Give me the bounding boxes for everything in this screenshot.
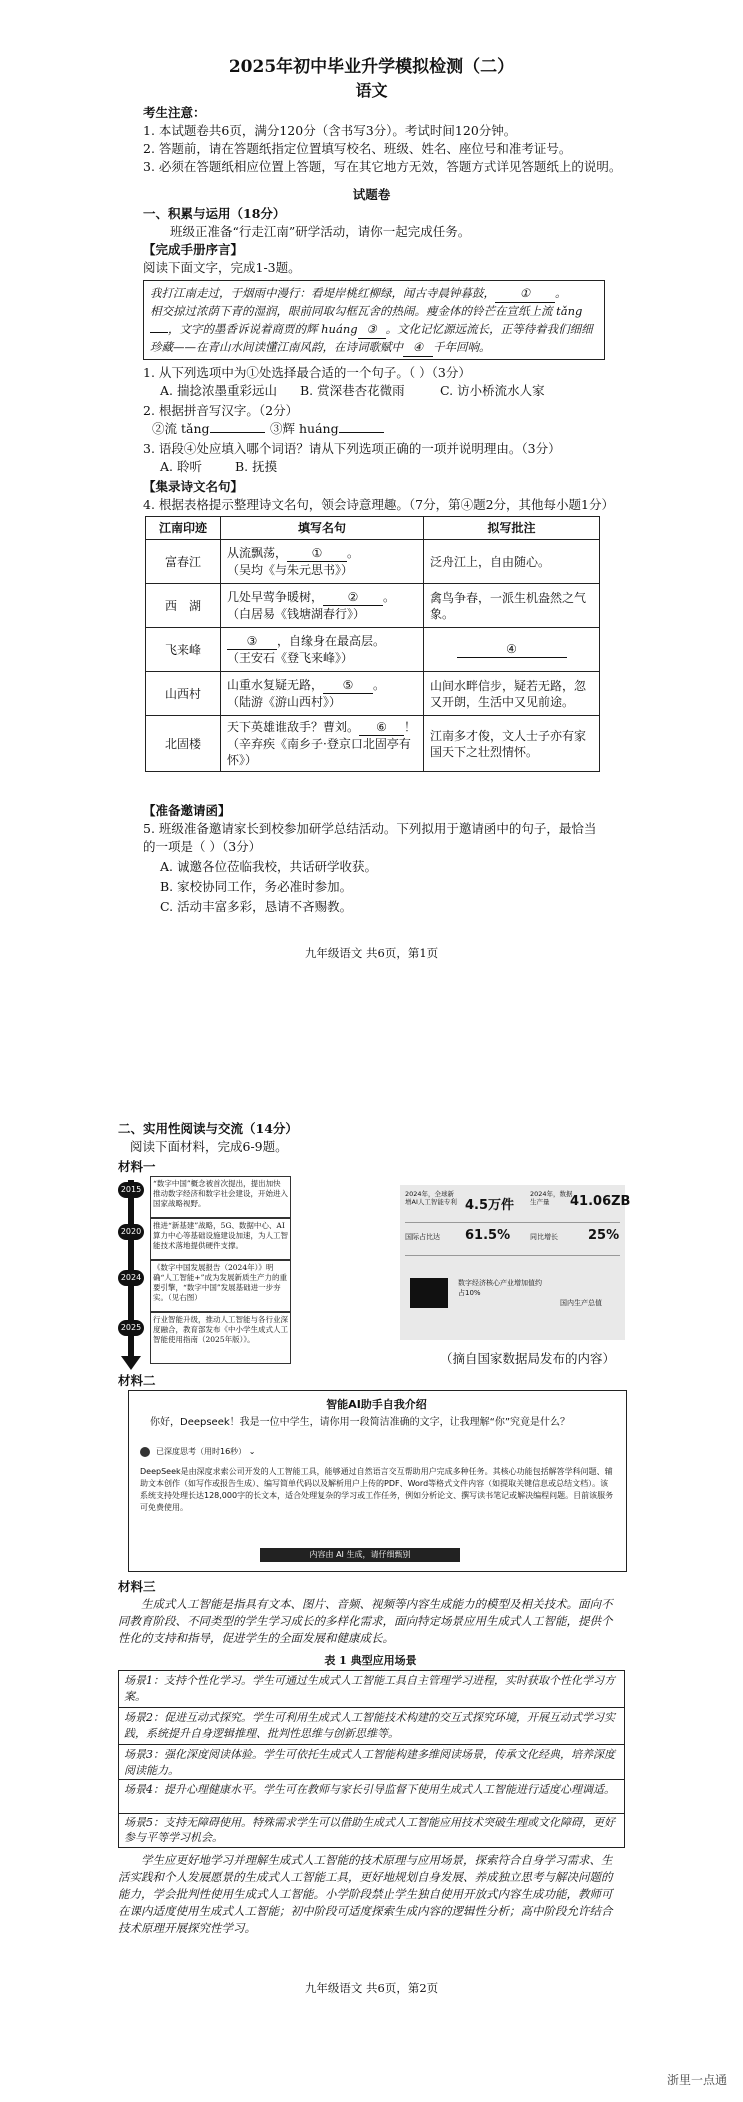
timeline-year: 2020 <box>118 1224 144 1240</box>
scene-table-title: 表 1 典型应用场景 <box>324 1654 417 1667</box>
stat-label: 2024年，数据生产量 <box>530 1190 573 1206</box>
passage-line-2: 相交掠过浓荫下青的湿润，眼前同取勾框瓦舍的热闹。瘦金体的铃芒在宣纸上流 tǎng <box>150 304 583 318</box>
stat-label: 同比增长 <box>530 1233 558 1241</box>
exam-title: 2025年初中毕业升学模拟检测（二） <box>228 57 515 77</box>
passage-text-4: 千年回响。 <box>433 340 491 354</box>
table-row: 场景3：强化深度阅读体验。学生可依托生成式人工智能构建多维阅读场景，传承文化经典，培养深度阅读能力。 <box>124 1748 615 1777</box>
section-2-read: 阅读下面材料，完成6-9题。 <box>130 1139 288 1154</box>
watermark-text: 浙里一点通 <box>666 2073 727 2087</box>
timeline-item: 行业智能升级，推动人工智能与各行业深度融合，教育部发布《中小学生成式人工智能使用指南（2025年版）》。 <box>150 1312 291 1364</box>
dark-block <box>410 1278 448 1308</box>
notice-head: 考生注意： <box>143 105 206 120</box>
section-1-intro: 班级正准备“行走江南”研学活动，请你一起完成任务。 <box>170 224 471 239</box>
q2-item-a: ②流 tǎng <box>152 420 265 438</box>
ai-disclaimer-banner: 内容由 AI 生成，请仔细甄别 <box>260 1548 460 1562</box>
q1-option-a: A. 揣捻浓墨重彩远山 <box>160 383 277 398</box>
ai-intro-title: 智能AI助手自我介绍 <box>326 1398 427 1411</box>
stat-label: 2024年，全球新增AI人工智能专利 <box>405 1190 457 1206</box>
stat-value: 41.06ZB <box>570 1194 631 1209</box>
material-2-label: 材料二 <box>118 1373 156 1388</box>
exam-page-2 <box>0 1110 743 2102</box>
passage-line-4 <box>150 338 605 357</box>
table-row: 场景5：支持无障碍使用。特殊需求学生可以借助生成式人工智能应用技术突破生理或文化障碍，更好参与平等学习机会。 <box>124 1816 615 1844</box>
q2-item-b: ③辉 huáng <box>270 420 384 438</box>
task-2-title: 【集录诗文名句】 <box>143 479 244 494</box>
page-1-footer: 九年级语文 共6页，第1页 <box>304 946 439 960</box>
question-4: 4. 根据表格提示整理诗文名句，领会诗意理趣。（7分，第④题2分，其他每小题1分） <box>143 497 615 512</box>
stat-value: 4.5万件 <box>465 1198 515 1213</box>
passage-text-3: 珍藏——在青山水间读懂江南风韵，在诗词歌赋中 <box>150 340 403 354</box>
q1-option-b: B. 赏深巷杏花微雨 <box>300 383 405 398</box>
table-row: 场景4：提升心理健康水平。学生可在教师与家长引导监督下使用生成式人工智能进行适度心理调适。 <box>124 1783 615 1796</box>
question-3: 3. 语段④处应填入哪个词语？请从下列选项正确的一项并说明理由。（3分） <box>143 441 561 456</box>
ai-thinking-row: 已深度思考（用时16秒） ⌄ <box>140 1446 255 1457</box>
passage-line-3 <box>150 320 605 339</box>
stat-note: 国内生产总值 <box>560 1299 602 1307</box>
passage-text-1: 我打江南走过，于烟雨中漫行：看堤岸桃红柳绿，闻古寺晨钟暮鼓， <box>150 286 495 300</box>
subject-title: 语文 <box>355 81 388 100</box>
chevron-down-icon[interactable]: ⌄ <box>248 1447 256 1456</box>
stats-divider <box>405 1255 620 1256</box>
exam-page-1 <box>0 0 743 1015</box>
notice-3: 3. 必须在答题纸相应位置上答题，写在其它地方无效，答题方式详见答题纸上的说明。 <box>143 159 622 174</box>
timeline-item: 推进“新基建”战略，5G、数据中心、AI算力中心等基础设施建设加速，为人工智能技术落地提供硬件支撑。 <box>150 1218 291 1260</box>
ai-answer: DeepSeek是由深度求索公司开发的人工智能工具，能够通过自然语言交互帮助用户完成多种任务。其核心功能包括解答学科问题、辅助文本创作（如写作或报告生成）、编写简单代码以及解析用户上传的PDF、Word等格式文件内容（如提取关键信息或总结文档）。该系统支持处理长达128,000字的长文本，适合处理复杂的学习或工作任务，例如分析论文、撰写读书笔记或解决编程问题。目前该服务可免费使用。 <box>140 1467 614 1512</box>
table-row: 山西村 山重水复疑无路， ⑤ 。 （陆游《游山西村》） 山间水畔信步，疑若无路，忽又开朗，生活中又见前途。 <box>146 672 600 716</box>
question-1: 1. 从下列选项中为①处选择最合适的一个句子。（ ）（3分） <box>143 365 471 380</box>
q5-option-b: B. 家校协同工作，务必准时参加。 <box>160 879 353 894</box>
stat-value: 61.5% <box>465 1228 511 1243</box>
source-note: （摘自国家数据局发布的内容） <box>440 1351 616 1366</box>
passage-text-2c: 。文化记忆源远流长，正等待着我们细细 <box>385 322 593 336</box>
page-gap <box>0 1015 743 1110</box>
blank-4: ④ <box>403 338 433 357</box>
deepseek-logo-icon <box>140 1447 150 1457</box>
q1-option-c: C. 访小桥流水人家 <box>440 383 545 398</box>
q3-option-a: A. 聆听 <box>160 459 202 474</box>
section-1-title: 一、积累与运用（18分） <box>143 206 286 221</box>
notice-2: 2. 答题前，请在答题纸指定位置填写校名、班级、姓名、座位号和准考证号。 <box>143 141 572 156</box>
table-row: 场景1：支持个性化学习。学生可通过生成式人工智能工具自主管理学习进程，实时获取个性化学习方案。 <box>124 1674 615 1703</box>
timeline-year: 2015 <box>118 1182 144 1198</box>
poem-table <box>145 516 600 772</box>
material-3-label: 材料三 <box>118 1579 156 1594</box>
q5-option-a: A. 诚邀各位莅临我校，共话研学收获。 <box>160 859 377 874</box>
material-3-intro: 生成式人工智能是指具有文本、图片、音频、视频等内容生成能力的模型及相关技术。面向不同教育阶段、不同类型的学生学习成长的多样化需求，面向特定场景应用生成式人工智能，提供个性化的支持和指导，促进学生的全面发展和健康成长。 <box>118 1597 613 1645</box>
read-instruction: 阅读下面文字，完成1-3题。 <box>143 260 301 275</box>
section-2-title: 二、实用性阅读与交流（14分） <box>118 1121 298 1136</box>
q5-option-c: C. 活动丰富多彩，恳请不吝赐教。 <box>160 899 353 914</box>
material-1-label: 材料一 <box>118 1159 156 1174</box>
timeline-arrow-icon <box>121 1356 141 1370</box>
timeline-item: 《数字中国发展报告（2024年）》明确“人工智能+”成为发展新质生产力的重要引擎，“数字中国”发展基础进一步夯实。（见右图） <box>150 1260 291 1312</box>
notice-1: 1. 本试题卷共6页，满分120分（含书写3分）。考试时间120分钟。 <box>143 123 517 138</box>
ai-question: 你好，Deepseek！我是一位中学生，请你用一段简洁准确的文字，让我理解“你”究竟是什么？ <box>150 1417 571 1428</box>
task-1-title: 【完成手册序言】 <box>143 242 244 257</box>
blank-1: ① <box>495 284 555 303</box>
page-2-footer: 九年级语文 共6页，第2页 <box>304 1981 439 1995</box>
blank-3: ③ <box>358 320 386 339</box>
stat-label: 国际占比达 <box>405 1233 440 1241</box>
table-row: 北固楼 天下英雄谁敌手？曹刘。 ⑥ ！ （辛弃疾《南乡子·登京口北固亭有怀》） 江南多才俊，文人士子亦有家国天下之壮烈情怀。 <box>146 716 600 772</box>
poem-table-header: 江南印迹 填写名句 拟写批注 <box>146 517 600 540</box>
stats-divider <box>405 1222 620 1223</box>
timeline-year: 2025 <box>118 1320 144 1336</box>
passage-line-1: 我打江南走过，于烟雨中漫行：看堤岸桃红柳绿，闻古寺晨钟暮鼓， ① 。 <box>150 284 600 303</box>
juan-title: 试题卷 <box>352 187 391 202</box>
task-3-title: 【准备邀请函】 <box>143 803 231 818</box>
question-5: 5. 班级准备邀请家长到校参加研学总结活动。下列拟用于邀请函中的句子，最恰当的一项是（ ）（3分） <box>143 821 597 854</box>
passage-text-2b: ，文字的墨香诉说着商贾的辉 huáng <box>168 322 358 336</box>
material-3-conclusion: 学生应更好地学习并理解生成式人工智能的技术原理与应用场景，探索符合自身学习需求、生活实践和个人发展愿景的生成式人工智能工具，更好地规划自身发展、养成独立思考与解决问题的能力，学会批判性使用生成式人工智能。小学阶段禁止学生独自使用开放式内容生成功能，教师可在课内适度使用生成式人工智能；初中阶段可适度探索生成内容的逻辑性分析；高中阶段允许结合技术原理开展探究性学习。 <box>118 1853 613 1935</box>
question-2: 2. 根据拼音写汉字。（2分） <box>143 403 299 418</box>
table-row: 飞来峰 ③ ，自缘身在最高层。 （王安石《登飞来峰》） ④ <box>146 628 600 672</box>
stat-note: 数字经济核心产业增加值约占10% <box>458 1279 542 1297</box>
q3-option-b: B. 抚摸 <box>235 459 278 474</box>
timeline-item: “数字中国”概念被首次提出，提出加快推动数字经济和数字社会建设，开始进入国家战略视野。 <box>150 1176 291 1218</box>
timeline-year: 2024 <box>118 1270 144 1286</box>
table-row: 场景2：促进互动式探究。学生可利用生成式人工智能技术构建的交互式探究环境，开展互动式学习实践，系统提升自身逻辑推理、批判性思维与创新思维等。 <box>124 1711 615 1740</box>
stat-value: 25% <box>588 1228 620 1243</box>
table-row: 西 湖 几处早莺争暖树， ② 。 （白居易《钱塘湖春行》） 禽鸟争春，一派生机盎然之气象。 <box>146 584 600 628</box>
table-row: 富春江 从流飘荡， ① 。 （吴均《与朱元思书》） 泛舟江上，自由随心。 <box>146 540 600 584</box>
